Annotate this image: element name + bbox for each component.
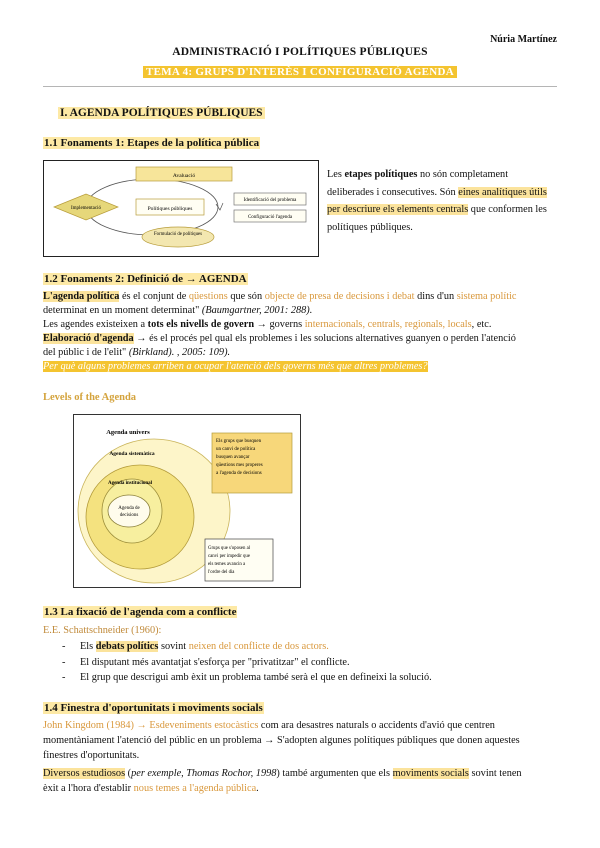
- note-bottom-line: l'ordre del dia: [208, 570, 235, 575]
- line: [43, 766, 558, 781]
- text-run-orange: Esdeveniments estocàstics: [149, 720, 259, 731]
- text-run-highlight: eines analítiques útils per descriure els elements centrals: [327, 186, 547, 215]
- line: [43, 360, 558, 374]
- text-run: com ara desastres naturals o accidents d'avió que centren: [258, 720, 495, 731]
- heading-1-4: 1.4 Finestra d'oportunitats i moviments socials: [44, 702, 263, 714]
- text-run-bold: debats polítics: [95, 641, 159, 652]
- label-public-policy: Polítiques públiques: [147, 206, 193, 212]
- line: [43, 781, 558, 796]
- document-subtitle: TEMA 4: GRUPS D'INTERÈS I CONFIGURACIÓ AGENDA: [143, 66, 457, 78]
- list-item: [43, 639, 558, 655]
- agenda-levels-figure: [73, 414, 301, 588]
- text-run-orange: neixen del conflicte de dos actors.: [188, 641, 329, 652]
- paragraph-agenda-definition: [43, 290, 558, 374]
- line: [43, 346, 558, 360]
- text-run: determinat en un moment determinat": [43, 305, 202, 316]
- subtitle-wrap: [0, 62, 600, 80]
- text-run-italic: per exemple, Thomas Rochor, 1998: [131, 768, 277, 779]
- text-run: del públic i de l'elit": [43, 347, 129, 358]
- text-run: èxit a l'hora d'establir: [43, 783, 134, 794]
- label-formulation: Formulació de polítiques: [154, 232, 202, 237]
- text-run: .: [256, 783, 259, 794]
- label-universe: Agenda univers: [106, 429, 150, 436]
- list-item: - El disputant més avantatjat s'esforça per "privatitzar" el conflicte.: [43, 655, 558, 671]
- paragraph-policy-stages: [327, 166, 555, 236]
- text-run: Les agendes existeixen a: [43, 319, 148, 330]
- text-run: que conformen les polítiques públiques.: [327, 204, 547, 233]
- note-top-line: un canvi de política: [216, 447, 256, 452]
- heading-1-2: 1.2 Fonaments 2: Definició de → AGENDA: [44, 273, 247, 285]
- line: finestres d'oportunitats.: [43, 750, 140, 761]
- text-run: ) també argumenten que els: [276, 768, 393, 779]
- text-run: sovint tenen: [468, 768, 522, 779]
- line: [43, 290, 558, 304]
- line: momentàniament l'atenció del públic en un problema → S'adopten algunes polítiques públiques que donen aquestes: [43, 735, 520, 746]
- text-run: no són completament deliberades i consecutives. Són: [327, 169, 509, 198]
- text-run-italic: (Birkland). , 2005: 109).: [128, 347, 231, 358]
- label-problem-id: Identificació del problema: [243, 198, 297, 203]
- line: [43, 718, 558, 733]
- list-item: - El grup que descrigui amb èxit un problema també serà el que en defineixi la solució.: [43, 670, 558, 686]
- text-run-highlight: Diversos estudiosos: [43, 768, 126, 779]
- note-top-line: qüestions mes properes: [216, 463, 263, 468]
- text-run: que són: [227, 291, 265, 302]
- label-institutional: Agenda institucional: [107, 481, 153, 486]
- document-title: ADMINISTRACIÓ I POLÍTIQUES PÚBLIQUES: [172, 46, 428, 58]
- text-run: és el conjunt de: [119, 291, 189, 302]
- text-run: → governs: [254, 319, 305, 330]
- text-run-bold: L'agenda política: [43, 291, 120, 302]
- note-top-line: busquen avançar: [216, 455, 250, 460]
- cycle-arrow: [216, 203, 223, 210]
- text-run-orange: nous temes a l'agenda pública: [133, 783, 257, 794]
- text-run-highlight: moviments socials: [392, 768, 469, 779]
- label-decisions-1: Agenda de: [118, 506, 140, 511]
- note-bottom-line: els temes avancin a: [208, 562, 246, 567]
- heading-levels: Levels of the Agenda: [43, 392, 137, 403]
- note-bottom-line: canvi per impedir que: [208, 554, 250, 559]
- text-run-bold: Elaboració d'agenda: [43, 333, 134, 344]
- agenda-levels-diagram: [74, 415, 300, 587]
- text-run-bold: tots els nivells de govern: [147, 319, 255, 330]
- author-name: Núria Martínez: [490, 34, 557, 45]
- section-window: [43, 718, 558, 796]
- line: [43, 304, 558, 318]
- label-implementation: Implementació: [71, 206, 101, 211]
- text-run: → és el procés pel qual els problemes i les solucions alternatives guanyen o perden l'atenció: [133, 333, 516, 344]
- text-run: sovint: [158, 641, 189, 652]
- text-run: dins d'un: [414, 291, 457, 302]
- text-run: Els: [80, 641, 96, 652]
- heading-1-3: 1.3 La fixació de l'agenda com a conflicte: [44, 606, 237, 618]
- box-formulation: [142, 227, 214, 247]
- label-evaluation: Avaluació: [172, 173, 196, 179]
- text-run-orange: sistema polític: [456, 291, 517, 302]
- header-divider: [43, 86, 557, 87]
- text-run: (: [125, 768, 132, 779]
- text-run-italic: (Baumgartner, 2001: 288).: [201, 305, 313, 316]
- text-run-bold: etapes polítiques: [344, 169, 418, 180]
- label-agenda-setting: Configuració l'agenda: [247, 215, 293, 220]
- policy-cycle-figure: [43, 160, 319, 257]
- text-run-orange: qüestions: [188, 291, 228, 302]
- text-run-orange: John Kingdom (1984) →: [43, 720, 150, 731]
- text-run: , etc.: [471, 319, 492, 330]
- author-citation: E.E. Schattschneider (1960):: [43, 625, 162, 636]
- section-title: I. AGENDA POLÍTIQUES PÚBLIQUES: [60, 107, 263, 119]
- question-highlight: Per què alguns problemes arriben a ocupar l'atenció dels governs més que altres problemes?: [43, 361, 428, 372]
- label-systemic: Agenda sistemàtica: [109, 451, 155, 457]
- note-top-line: a l'agenda de decisions: [216, 471, 262, 476]
- line: [43, 332, 558, 346]
- note-top-line: Els grups que busquen: [216, 439, 262, 444]
- ring-decisions: [108, 495, 150, 527]
- line: [43, 318, 558, 332]
- conflict-list: [43, 639, 558, 686]
- section-conflict: [43, 624, 558, 686]
- text-run-orange: internacionals, centrals, regionals, locals: [304, 319, 472, 330]
- text-run: Les: [327, 169, 345, 180]
- text-run-orange: objecte de presa de decisions i debat: [264, 291, 415, 302]
- note-bottom-line: Grups que s'oposen al: [208, 546, 251, 551]
- policy-cycle-diagram: [44, 161, 318, 256]
- heading-1-1: 1.1 Fonaments 1: Etapes de la política pública: [44, 137, 260, 149]
- label-decisions-2: decisions: [119, 513, 139, 518]
